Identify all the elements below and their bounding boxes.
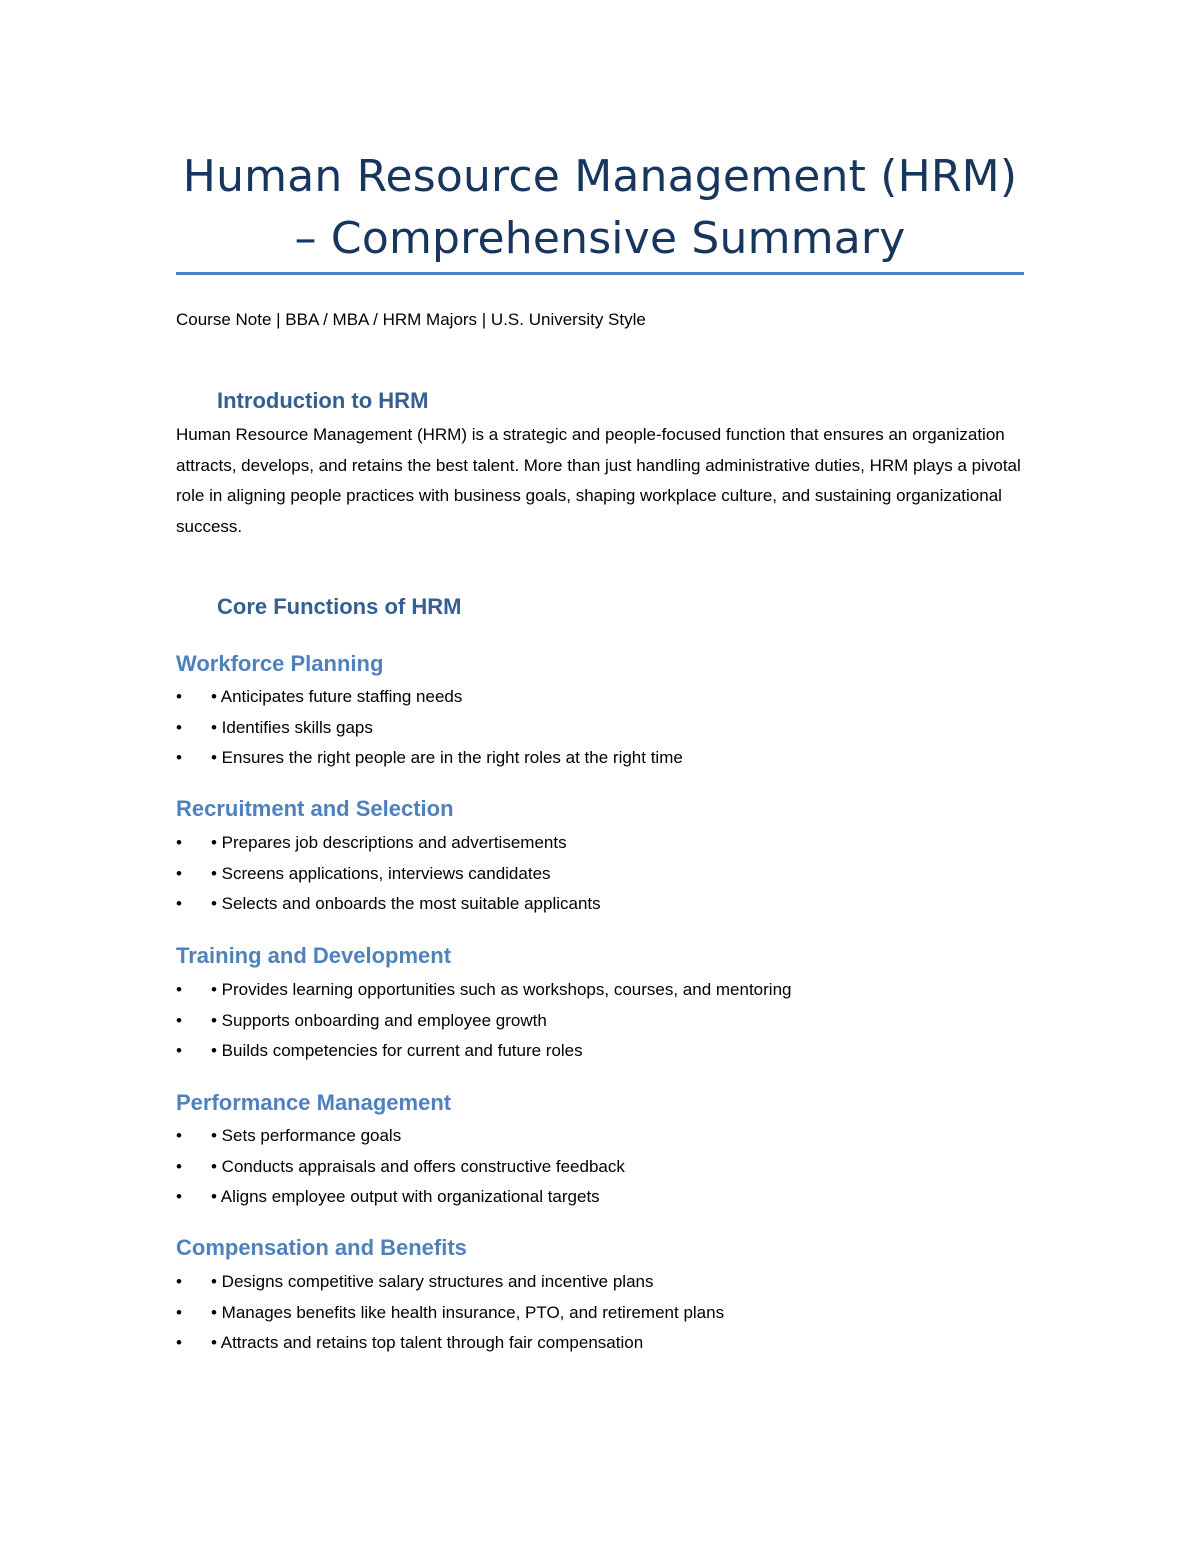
bullet-icon: •	[176, 687, 182, 706]
list-item-text: • Sets performance goals	[211, 1126, 402, 1145]
list-item	[176, 1006, 791, 1037]
list-item-text: • Manages benefits like health insurance, PTO, and retirement plans	[211, 1302, 725, 1322]
list-item	[176, 889, 601, 920]
section-list-training-development	[176, 975, 791, 1067]
bullet-icon: •	[176, 833, 182, 852]
core-functions-heading: Core Functions of HRM	[217, 594, 462, 619]
bullet-icon: •	[176, 863, 182, 883]
bullet-icon: •	[176, 1156, 182, 1176]
document-subtitle: Course Note | BBA / MBA / HRM Majors | U.S. University Style	[176, 310, 646, 329]
list-item	[176, 1121, 625, 1152]
list-item-text: • Selects and onboards the most suitable applicants	[211, 894, 601, 913]
section-heading-workforce-planning: Workforce Planning	[176, 651, 384, 676]
section-heading-compensation-benefits: Compensation and Benefits	[176, 1235, 467, 1260]
bullet-icon: •	[176, 1126, 182, 1145]
list-item-text: • Prepares job descriptions and advertisements	[211, 833, 567, 852]
list-item-text: • Builds competencies for current and future roles	[211, 1041, 583, 1060]
section-heading-training-development: Training and Development	[176, 943, 452, 968]
bullet-icon: •	[176, 1187, 182, 1206]
list-item	[176, 1328, 724, 1359]
list-item	[176, 713, 683, 744]
section-heading-performance-management: Performance Management	[176, 1090, 452, 1115]
list-item-text: • Ensures the right people are in the right roles at the right time	[211, 748, 683, 767]
list-item-text: • Supports onboarding and employee growth	[211, 1010, 547, 1030]
section-heading-recruitment-selection: Recruitment and Selection	[176, 796, 454, 821]
document-title: Human Resource Management (HRM) – Comprehensive Summary	[182, 151, 1018, 264]
bullet-icon: •	[176, 748, 182, 767]
intro-paragraph: Human Resource Management (HRM) is a strategic and people-focused function that ensures an organization attracts, develops, and retains the best talent. More than just handling administrative duties, HRM plays a pivotal role in aligning people practices with business goals, shaping workplace culture, and sustaining organizational success.	[176, 425, 1021, 536]
list-item-text: • Provides learning opportunities such as workshops, courses, and mentoring	[211, 980, 792, 999]
list-item-text: • Designs competitive salary structures and incentive plans	[211, 1272, 654, 1291]
bullet-icon: •	[176, 1333, 182, 1352]
list-item-text: • Aligns employee output with organizational targets	[211, 1187, 600, 1206]
list-item	[176, 1298, 724, 1329]
list-item	[176, 1267, 724, 1298]
list-item	[176, 682, 683, 713]
bullet-icon: •	[176, 980, 182, 999]
list-item	[176, 1036, 791, 1067]
section-list-compensation-benefits	[176, 1267, 724, 1359]
list-item	[176, 859, 601, 890]
section-list-recruitment-selection	[176, 828, 601, 920]
list-item-text: • Conducts appraisals and offers constructive feedback	[211, 1156, 625, 1176]
list-item	[176, 975, 791, 1006]
title-underline	[176, 272, 1024, 275]
list-item-text: • Screens applications, interviews candidates	[211, 863, 551, 883]
bullet-icon: •	[176, 717, 182, 737]
list-item	[176, 1182, 625, 1213]
intro-heading: Introduction to HRM	[217, 388, 429, 413]
bullet-icon: •	[176, 1010, 182, 1030]
list-item	[176, 828, 601, 859]
list-item-text: • Attracts and retains top talent through fair compensation	[211, 1333, 644, 1352]
bullet-icon: •	[176, 1302, 182, 1322]
list-item-text: • Anticipates future staffing needs	[211, 687, 463, 706]
bullet-icon: •	[176, 1041, 182, 1060]
section-list-workforce-planning	[176, 682, 683, 774]
bullet-icon: •	[176, 894, 182, 913]
list-item-text: • Identifies skills gaps	[211, 717, 373, 737]
bullet-icon: •	[176, 1272, 182, 1291]
list-item	[176, 1152, 625, 1183]
section-list-performance-management	[176, 1121, 625, 1213]
list-item	[176, 743, 683, 774]
